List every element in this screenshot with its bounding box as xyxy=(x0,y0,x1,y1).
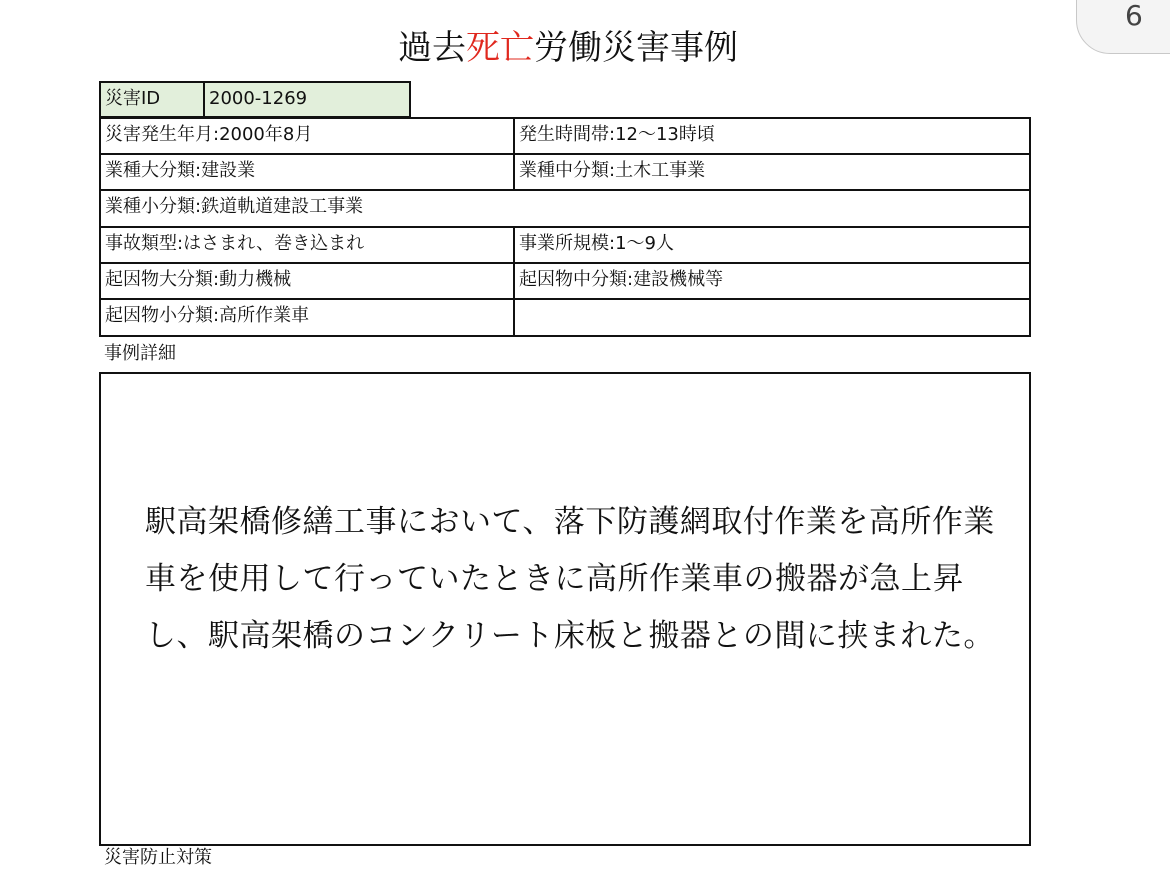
industry-minor-cell: 業種小分類:鉄道軌道建設工事業 xyxy=(99,189,1031,228)
occurrence-date-cell: 災害発生年月:2000年8月 xyxy=(99,117,515,155)
title-accent: 死亡 xyxy=(466,28,534,68)
accident-type-cell: 事故類型:はさまれ、巻き込まれ xyxy=(99,226,515,264)
industry-major-cell: 業種大分類:建設業 xyxy=(99,153,515,191)
detail-box xyxy=(99,372,1031,846)
workplace-size-cell: 事業所規模:1～9人 xyxy=(513,226,1031,264)
occurrence-time-cell: 発生時間帯:12～13時頃 xyxy=(513,117,1031,155)
detail-label: 事例詳細 xyxy=(104,343,176,364)
disaster-id-value: 2000-1269 xyxy=(203,81,411,118)
cause-middle-cell: 起因物中分類:建設機械等 xyxy=(513,262,1031,300)
industry-middle-cell: 業種中分類:土木工事業 xyxy=(513,153,1031,191)
cause-minor-cell: 起因物小分類:高所作業車 xyxy=(99,298,515,337)
page-title xyxy=(0,24,1136,72)
detail-text: 駅高架橋修繕工事において、落下防護網取付作業を高所作業車を使用して行っていたときに高所作業車の搬器が急上昇し、駅高架橋のコンクリート床板と搬器との間に挟まれた。 xyxy=(145,504,995,654)
page-number: 6 xyxy=(1125,0,1143,32)
title-part2: 労働災害事例 xyxy=(534,28,738,68)
title-part1: 過去 xyxy=(398,28,466,68)
blank-cell xyxy=(513,298,1031,337)
cause-major-cell: 起因物大分類:動力機械 xyxy=(99,262,515,300)
countermeasure-label: 災害防止対策 xyxy=(104,847,212,868)
disaster-id-label: 災害ID xyxy=(99,81,205,118)
